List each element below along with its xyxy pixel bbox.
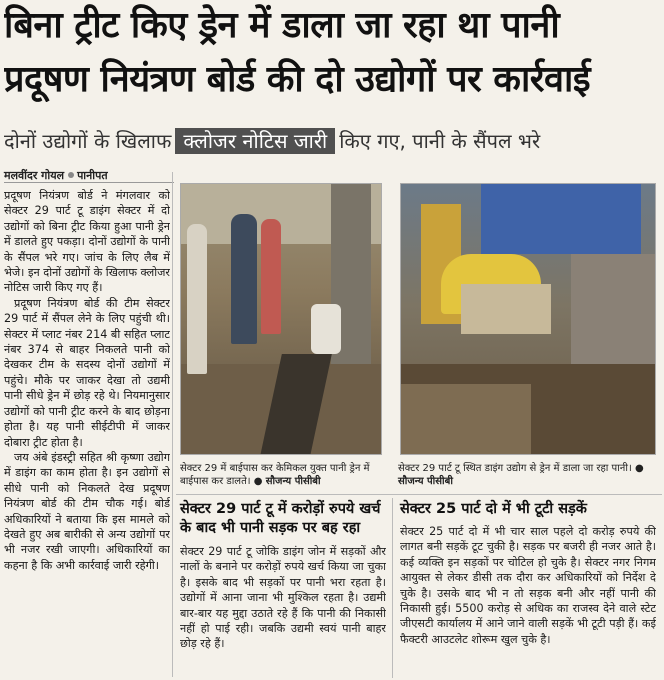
photo-sector-29-drain	[180, 183, 382, 455]
byline-author: मलवींदर गोयल	[4, 169, 65, 182]
photo-caption-1	[180, 462, 384, 488]
photo-sector-29-industry-drain	[400, 183, 656, 455]
main-story	[4, 188, 170, 676]
headline-line-2: प्रदूषण नियंत्रण बोर्ड की दो उद्योगों पर कार्रवाई	[4, 59, 591, 100]
main-story-paragraph: जय अंबे इंडस्ट्री सहित श्री कृष्णा उद्योग में डाइंग का काम होता है। इन उद्योगों से सीधे पानी को निकलते देख प्रदूषण नियंत्रण बोर्ड की टीम चौक गई। बोर्ड अधिकारियों ने बताया कि इस मामले को देखते हुए अब बारीकी से अन्य उद्योगों पर भी नजर रखी जाएगी। अधिकारियों का कहना है कि अभी कार्रवाई जारी रहेगी।	[4, 450, 170, 572]
caption-text: सेक्टर 29 पार्ट टू स्थित डाइंग उद्योग से ड्रेन में डाला जा रहा पानी।	[398, 463, 632, 474]
bullet-dot-icon	[68, 172, 74, 178]
headline-line-1: बिना ट्रीट किए ड्रेन में डाला जा रहा था पानी	[4, 5, 560, 46]
section-divider	[176, 494, 662, 495]
byline-rule	[4, 182, 174, 183]
story-2-body: सेक्टर 25 पार्ट दो में भी चार साल पहले दो करोड़ रुपये की लागत बनी सड़कें टूट चुकी है। सड़क पर बजरी ही नजर आते है। कई व्यक्ति इन सड़कों पर चोटिल हो चुके है। सेक्टर नगर निगम आयुक्त से लेकर डीसी तक दौरा कर अधिकारियों को निर्देश दे चुके है। उसके बाद भी न तो सड़क बनी और नहीं पानी की निकासी हुई। 5500 करोड़ से अधिक का राजस्व देने वाले स्टेट जीएसटी कार्यालय में आने जाने वाली सड़कें भी टूटी पड़ी हैं। कई फैक्टरी आउटलेट शोरूम खुल चुके है।	[400, 525, 656, 646]
main-story-paragraph: प्रदूषण नियंत्रण बोर्ड ने मंगलवार को सेक्टर 29 पार्ट टू डाइंग सेक्टर में दो उद्योगों को बिना ट्रीट किया हुआ पानी ड्रेन में डालते हुए पकड़ा। दोनों उद्योगों के पानी के सैंपल भरे गए। जांच के लिए लैब में भेजे। इन दोनों उद्योगों के खिलाफ क्लोजर नोटिस जारी किए गए हैं।	[4, 189, 170, 295]
subheadline-highlight: क्लोजर नोटिस जारी	[175, 128, 335, 154]
byline-place: पानीपत	[77, 169, 108, 182]
story-1-body: सेक्टर 29 पार्ट टू जोकि डाइंग जोन में सड़कों और नालों के बनाने पर करोड़ों रुपये खर्च किया जा चुका है। इसके बाद भी सड़कों पर पानी भरा रहता है। उद्योगों में आना जाना भी मुश्किल रहता है। उद्यमी बार-बार यह मुद्दा उठाते रहे हैं कि पानी की निकासी नहीं हो पाई रही। जबकि उद्यमी स्वयं पानी बाहर छोड़ रहे हैं।	[180, 545, 386, 651]
column-divider	[172, 172, 173, 677]
story-1-heading: सेक्टर 29 पार्ट टू में करोड़ों रुपये खर्च के बाद भी पानी सड़क पर बह रहा	[180, 501, 381, 536]
bullet-dot-icon: ●	[253, 476, 263, 487]
caption-credit: सौजन्य पीसीबी	[398, 476, 453, 487]
subheadline-before: दोनों उद्योगों के खिलाफ	[4, 129, 172, 153]
main-story-paragraph: प्रदूषण नियंत्रण बोर्ड की टीम सेक्टर 29 पार्ट में सैंपल लेने के लिए पहुंची थी। सेक्टर में प्लाट नंबर 214 बी सहित प्लाट नंबर 374 से बाहर निकलते पानी को देखकर टीम के सदस्य दोनों उद्योगों में पहुंचे। मौके पर जाकर देखा तो उद्यमी पानी सीधे ड्रेन में छोड़ रहे थे। नियमानुसार उद्योगों को पानी ट्रीट करने के बाद छोड़ना होता है। यह पानी सीईटीपी में जाकर दोबारा ट्रीट होता है।	[4, 296, 170, 449]
caption-credit: सौजन्य पीसीबी	[265, 476, 321, 487]
caption-text: सेक्टर 29 में बाईपास कर केमिकल युक्त पानी ड्रेन में बाईपास कर डालते।	[180, 463, 370, 487]
photo-caption-2	[398, 462, 660, 488]
bullet-dot-icon: ●	[634, 463, 644, 474]
subheadline-after: किए गए, पानी के सैंपल भरे	[339, 129, 541, 153]
story-2-heading: सेक्टर 25 पार्ट दो में भी टूटी सड़कें	[400, 501, 587, 517]
subheadline	[4, 124, 540, 158]
column-divider	[392, 498, 393, 678]
byline	[4, 168, 108, 183]
